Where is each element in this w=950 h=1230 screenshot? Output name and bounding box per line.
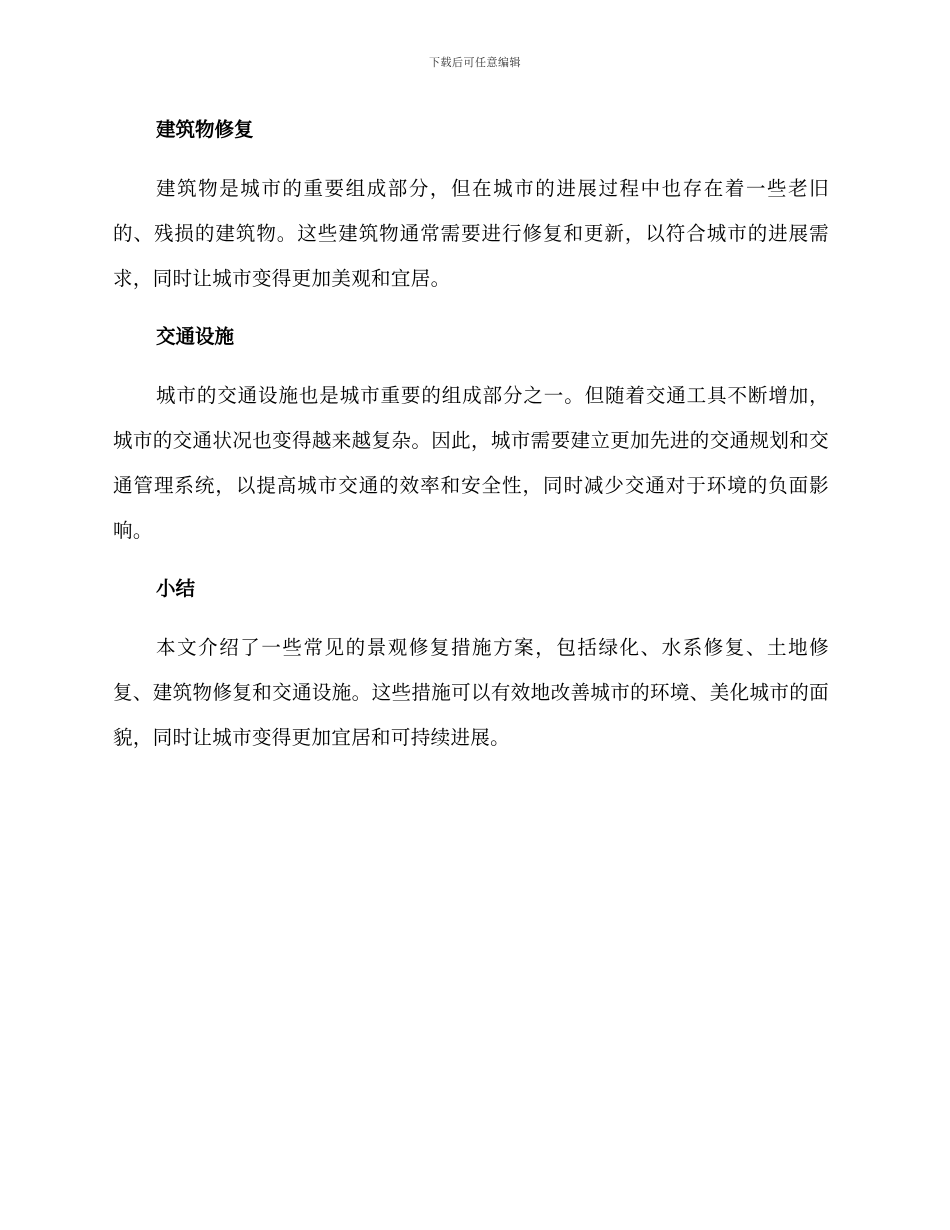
section-body-building-repair: 建筑物是城市的重要组成部分，但在城市的进展过程中也存在着一些老旧的、残损的建筑物。这些建筑物通常需要进行修复和更新，以符合城市的进展需求，同时让城市变得更加美观和宜居。: [113, 177, 829, 290]
section-heading-summary: 小结: [156, 577, 196, 600]
document-content: [113, 108, 829, 774]
page-header-note: 下载后可任意编辑: [429, 56, 521, 69]
section-body-transportation: 城市的交通设施也是城市重要的组成部分之一。但随着交通工具不断增加，城市的交通状况也变得越来越复杂。因此，城市需要建立更加先进的交通规划和交通管理系统，以提高城市交通的效率和安全性，同时减少交通对于环境的负面影响。: [113, 384, 829, 542]
section-heading-transportation: 交通设施: [156, 325, 235, 348]
section-body-summary: 本文介绍了一些常见的景观修复措施方案，包括绿化、水系修复、土地修复、建筑物修复和交通设施。这些措施可以有效地改善城市的环境、美化城市的面貌，同时让城市变得更加宜居和可持续进展。: [113, 636, 829, 749]
section-heading-building-repair: 建筑物修复: [156, 118, 254, 141]
